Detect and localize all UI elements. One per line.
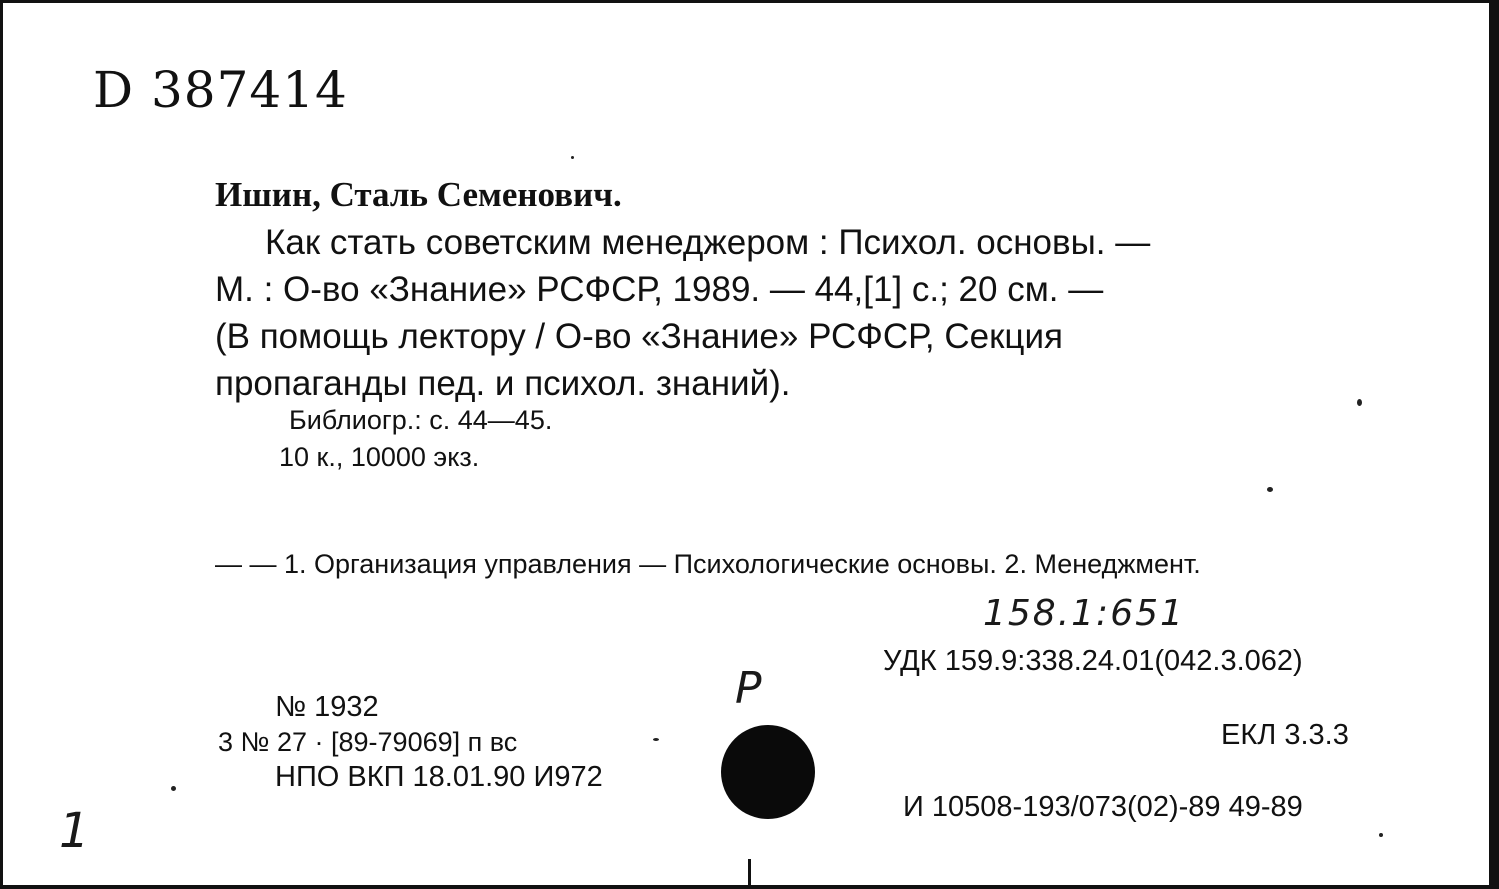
- speck-mark: [1379, 833, 1383, 837]
- speck-mark: [171, 786, 176, 791]
- speck-mark: [1267, 487, 1273, 492]
- card-number: № 1932: [275, 691, 379, 723]
- ekl-code: ЕКЛ 3.3.3: [1221, 719, 1349, 751]
- handwritten-one-mark: 1: [59, 803, 90, 859]
- title-description: [215, 219, 1380, 407]
- title-line-4: пропаганды пед. и психол. знаний).: [215, 364, 791, 403]
- bottom-tick-mark: [748, 859, 751, 885]
- punched-hole-dot: [721, 725, 815, 819]
- author-heading: Ишин, Сталь Семенович.: [215, 175, 622, 214]
- npo-line: НПО ВКП 18.01.90 И972: [275, 761, 603, 793]
- subject-headings: — — 1. Организация управления — Психологические основы. 2. Менеджмент.: [215, 549, 1201, 579]
- title-line-3: (В помощь лектору / О-во «Знание» РСФСР, Секция: [215, 317, 1063, 356]
- shelf-mark: D 387414: [93, 61, 348, 119]
- handwritten-r-mark: P: [735, 663, 762, 714]
- title-line-2: М. : О-во «Знание» РСФСР, 1989. — 44,[1] с.; 20 см. —: [215, 270, 1104, 309]
- order-number: 3 № 27 · [89-79069] п вс: [218, 727, 518, 757]
- bibliography-note: Библиогр.: с. 44—45.: [289, 405, 553, 435]
- speck-mark: [1357, 399, 1362, 406]
- udk-code: УДК 159.9:338.24.01(042.3.062): [883, 645, 1303, 677]
- isbn-line: И 10508-193/073(02)-89 49-89: [903, 791, 1303, 823]
- title-line-1: Как стать советским менеджером : Психол. основы. —: [265, 223, 1151, 262]
- price-copies: 10 к., 10000 экз.: [279, 442, 480, 472]
- speck-mark: [571, 156, 574, 159]
- handwritten-class-code: 158.1:651: [983, 593, 1185, 634]
- speck-mark: [653, 738, 659, 741]
